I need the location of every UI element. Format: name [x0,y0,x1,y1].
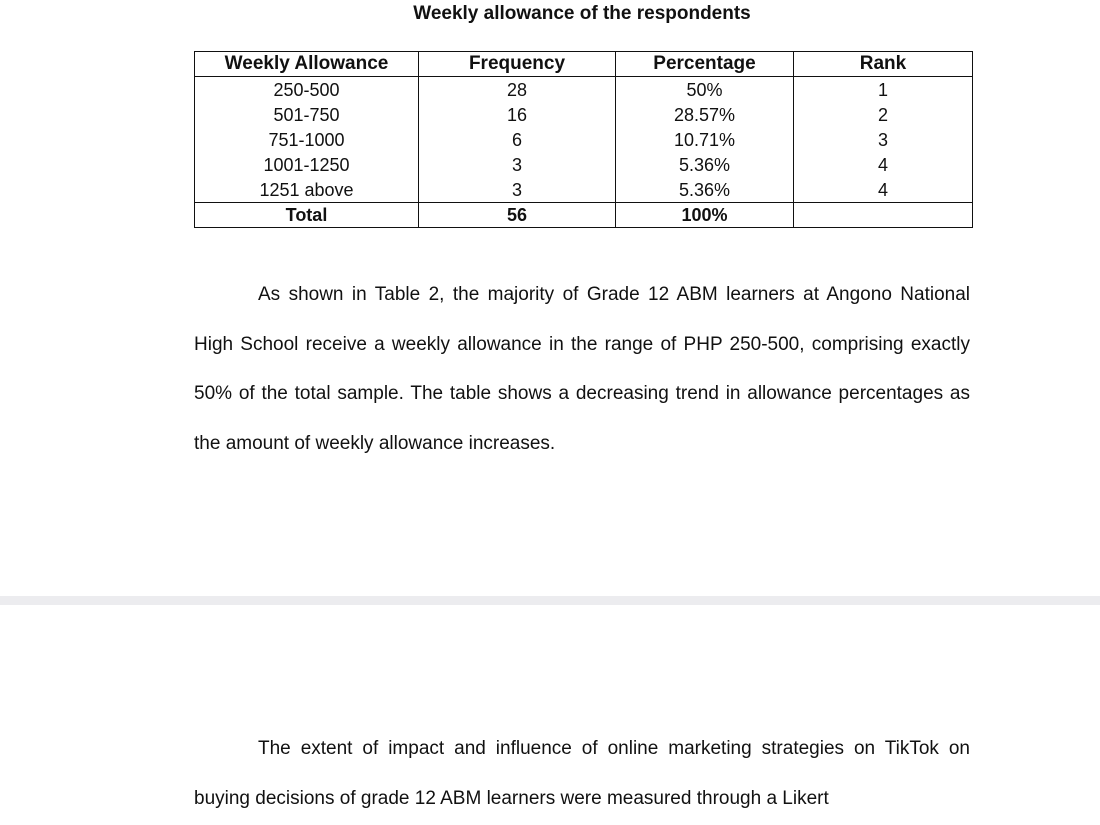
cell-rank: 4 [794,152,973,177]
cell-allowance: 250-500 [195,77,419,103]
total-percentage: 100% [616,203,794,228]
page-separator [0,596,1100,605]
cell-rank: 3 [794,127,973,152]
cell-rank: 1 [794,77,973,103]
cell-allowance: 501-750 [195,102,419,127]
table-row [195,152,973,177]
header-rank: Rank [794,52,973,77]
cell-allowance: 1001-1250 [195,152,419,177]
header-weekly-allowance: Weekly Allowance [195,52,419,77]
cell-frequency: 16 [419,102,616,127]
cell-frequency: 6 [419,127,616,152]
paragraph-likert-intro [194,724,970,823]
total-rank [794,203,973,228]
cell-allowance: 751-1000 [195,127,419,152]
total-label: Total [195,203,419,228]
table-row [195,177,973,203]
cell-frequency: 3 [419,152,616,177]
cell-percentage: 50% [616,77,794,103]
paragraph-text: As shown in Table 2, the majority of Grade 12 ABM learners at Angono National High School receive a weekly allowance in the range of PHP 250-500, comprising exactly 50% of the total sample. The table shows a decreasing trend in allowance percentages as the amount of weekly allowance increases. [194,284,970,454]
paragraph-table-discussion [194,270,970,468]
cell-percentage: 5.36% [616,177,794,203]
document-page-2 [0,605,1100,825]
header-frequency: Frequency [419,52,616,77]
table-row [195,127,973,152]
cell-percentage: 5.36% [616,152,794,177]
table-row [195,77,973,103]
table-header-row [195,52,973,77]
cell-rank: 4 [794,177,973,203]
cell-frequency: 3 [419,177,616,203]
cell-percentage: 28.57% [616,102,794,127]
table-row [195,102,973,127]
cell-rank: 2 [794,102,973,127]
table-total-row [195,203,973,228]
table-title: Weekly allowance of the respondents [413,3,751,24]
weekly-allowance-table [194,51,973,228]
paragraph-text: The extent of impact and influence of online marketing strategies on TikTok on buying decisions of grade 12 ABM learners were measured through a Likert [194,738,970,809]
header-percentage: Percentage [616,52,794,77]
total-frequency: 56 [419,203,616,228]
cell-frequency: 28 [419,77,616,103]
cell-percentage: 10.71% [616,127,794,152]
cell-allowance: 1251 above [195,177,419,203]
